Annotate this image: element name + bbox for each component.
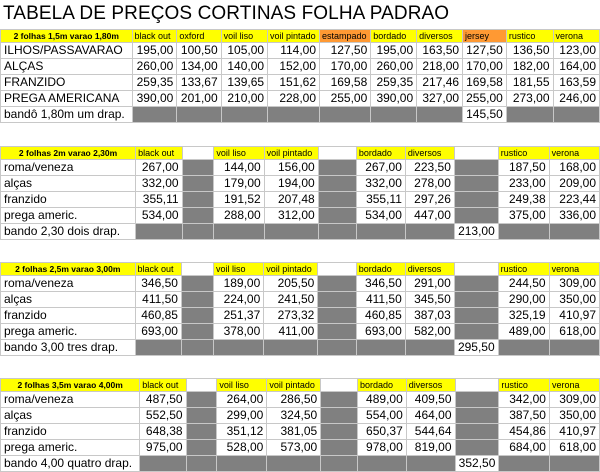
empty-cell[interactable] — [268, 107, 320, 123]
price-cell[interactable]: 152,00 — [268, 59, 320, 75]
bando-label[interactable]: bandô 1,80m um drap. — [1, 107, 133, 123]
row-label[interactable]: roma/veneza — [1, 160, 136, 176]
empty-cell[interactable] — [318, 160, 356, 176]
empty-cell[interactable] — [264, 340, 318, 356]
row-label[interactable]: roma/veneza — [1, 392, 140, 408]
table-row — [1, 424, 600, 440]
price-cell[interactable]: 381,05 — [267, 424, 321, 440]
table-row — [1, 408, 600, 424]
price-cell[interactable]: 345,50 — [405, 292, 454, 308]
empty-cell[interactable] — [455, 392, 499, 408]
row-label[interactable]: franzido — [1, 192, 136, 208]
table-row — [1, 392, 600, 408]
table-row — [1, 43, 600, 59]
column-header[interactable]: estampado — [320, 30, 371, 43]
empty-cell[interactable] — [454, 324, 498, 340]
empty-cell[interactable] — [177, 107, 221, 123]
row-label[interactable]: alças — [1, 176, 136, 192]
price-table — [0, 262, 600, 356]
price-cell[interactable]: 246,00 — [553, 91, 599, 107]
price-cell[interactable]: 693,00 — [356, 324, 405, 340]
column-header[interactable] — [186, 379, 217, 392]
column-header[interactable]: black out — [135, 263, 181, 276]
price-cell[interactable]: 189,00 — [213, 276, 263, 292]
price-cell[interactable]: 410,97 — [549, 424, 599, 440]
price-cell[interactable]: 582,00 — [405, 324, 454, 340]
empty-cell[interactable] — [371, 107, 417, 123]
price-cell[interactable]: 618,00 — [549, 440, 599, 456]
column-header[interactable] — [318, 263, 356, 276]
column-header[interactable]: rustico — [506, 30, 553, 43]
bando-label[interactable]: bando 2,30 dois drap. — [1, 224, 136, 240]
table-row — [1, 440, 600, 456]
empty-cell[interactable] — [318, 192, 356, 208]
column-header[interactable]: bordado — [356, 263, 405, 276]
column-header[interactable]: rustico — [499, 379, 550, 392]
price-cell[interactable]: 528,00 — [217, 440, 267, 456]
price-cell[interactable]: 411,50 — [356, 292, 405, 308]
column-header[interactable]: verona — [549, 263, 599, 276]
column-header[interactable]: diversos — [406, 379, 455, 392]
price-cell[interactable]: 489,00 — [358, 392, 407, 408]
row-label[interactable]: ILHOS/PASSAVARAO — [1, 43, 133, 59]
price-cell[interactable]: 217,46 — [417, 75, 463, 91]
column-header[interactable] — [318, 147, 356, 160]
price-cell[interactable]: 489,00 — [498, 324, 549, 340]
column-header[interactable] — [321, 379, 358, 392]
empty-cell[interactable] — [455, 424, 499, 440]
price-cell[interactable]: 195,00 — [132, 43, 177, 59]
table-header-row — [1, 147, 600, 160]
empty-cell[interactable] — [318, 340, 356, 356]
column-header[interactable]: bordado — [356, 147, 405, 160]
column-header[interactable]: diversos — [405, 263, 454, 276]
price-table — [0, 378, 600, 472]
price-cell[interactable]: 140,00 — [221, 59, 267, 75]
price-cell[interactable]: 410,97 — [549, 308, 599, 324]
column-header[interactable] — [182, 147, 214, 160]
price-cell[interactable]: 164,00 — [553, 59, 599, 75]
empty-cell[interactable] — [454, 208, 498, 224]
empty-cell[interactable] — [553, 107, 599, 123]
price-cell[interactable]: 136,50 — [506, 43, 553, 59]
empty-cell[interactable] — [318, 224, 356, 240]
block-title[interactable]: 2 folhas 2,5m varao 3,00m — [1, 263, 136, 276]
column-header[interactable]: voil liso — [221, 30, 267, 43]
price-cell[interactable]: 387,50 — [499, 408, 550, 424]
price-cell[interactable]: 291,00 — [405, 276, 454, 292]
empty-cell[interactable] — [454, 292, 498, 308]
price-cell[interactable]: 105,00 — [221, 43, 267, 59]
empty-cell[interactable] — [506, 107, 553, 123]
block-title[interactable]: 2 folhas 3,5m varao 4,00m — [1, 379, 140, 392]
row-label[interactable]: franzido — [1, 424, 140, 440]
price-cell[interactable]: 309,00 — [549, 392, 599, 408]
price-cell[interactable]: 309,00 — [549, 276, 599, 292]
price-cell[interactable]: 411,50 — [135, 292, 181, 308]
table-row — [1, 75, 600, 91]
table-header-row — [1, 379, 600, 392]
price-cell[interactable]: 260,00 — [371, 59, 417, 75]
price-cell[interactable]: 411,00 — [264, 324, 318, 340]
price-cell[interactable]: 342,00 — [499, 392, 550, 408]
empty-cell[interactable] — [454, 192, 498, 208]
table-header-row — [1, 30, 600, 43]
empty-cell[interactable] — [318, 308, 356, 324]
empty-cell[interactable] — [405, 340, 454, 356]
column-header[interactable] — [181, 263, 213, 276]
bando-label[interactable]: bando 3,00 tres drap. — [1, 340, 136, 356]
empty-cell[interactable] — [135, 340, 181, 356]
price-cell[interactable]: 251,37 — [213, 308, 263, 324]
empty-cell[interactable] — [356, 340, 405, 356]
price-cell[interactable]: 650,37 — [358, 424, 407, 440]
column-header[interactable]: bordado — [358, 379, 407, 392]
price-cell[interactable]: 259,35 — [132, 75, 177, 91]
empty-cell[interactable] — [182, 224, 214, 240]
empty-cell[interactable] — [454, 308, 498, 324]
empty-cell[interactable] — [264, 224, 318, 240]
price-cell[interactable]: 191,52 — [214, 192, 264, 208]
price-cell[interactable]: 447,00 — [405, 208, 454, 224]
price-cell[interactable]: 218,00 — [417, 59, 463, 75]
price-cell[interactable]: 127,50 — [320, 43, 371, 59]
price-cell[interactable]: 273,32 — [264, 308, 318, 324]
table-row — [1, 308, 600, 324]
price-cell[interactable]: 618,00 — [549, 324, 599, 340]
price-cell[interactable]: 544,64 — [406, 424, 455, 440]
price-cell[interactable]: 170,00 — [320, 59, 371, 75]
bando-price-cell[interactable]: 352,50 — [455, 456, 499, 472]
bando-price-cell[interactable]: 213,00 — [454, 224, 498, 240]
price-cell[interactable]: 267,00 — [136, 160, 182, 176]
price-cell[interactable]: 205,50 — [264, 276, 318, 292]
table-row — [1, 160, 600, 176]
empty-cell[interactable] — [182, 192, 214, 208]
price-cell[interactable]: 264,00 — [217, 392, 267, 408]
price-cell[interactable]: 249,38 — [498, 192, 549, 208]
column-header[interactable]: verona — [549, 147, 599, 160]
column-header[interactable]: verona — [549, 379, 599, 392]
column-header[interactable]: voil liso — [213, 263, 263, 276]
empty-cell[interactable] — [213, 340, 263, 356]
price-cell[interactable]: 464,00 — [406, 408, 455, 424]
table-row — [1, 208, 600, 224]
price-cell[interactable]: 267,00 — [356, 160, 405, 176]
price-cell[interactable]: 151,62 — [268, 75, 320, 91]
price-cell[interactable]: 194,00 — [264, 176, 318, 192]
column-header[interactable]: rustico — [498, 147, 549, 160]
price-cell[interactable]: 133,67 — [177, 75, 221, 91]
price-cell[interactable]: 819,00 — [406, 440, 455, 456]
column-header[interactable] — [455, 379, 499, 392]
price-cell[interactable]: 182,00 — [506, 59, 553, 75]
price-cell[interactable]: 454,86 — [499, 424, 550, 440]
row-label[interactable]: franzido — [1, 308, 136, 324]
price-cell[interactable]: 324,50 — [267, 408, 321, 424]
price-cell[interactable]: 169,58 — [320, 75, 371, 91]
empty-cell[interactable] — [181, 292, 213, 308]
price-cell[interactable]: 255,00 — [463, 91, 507, 107]
empty-cell[interactable] — [356, 224, 405, 240]
price-cell[interactable]: 187,50 — [498, 160, 549, 176]
empty-cell[interactable] — [214, 224, 264, 240]
price-cell[interactable]: 163,59 — [553, 75, 599, 91]
column-header[interactable]: voil pintado — [268, 30, 320, 43]
price-table — [0, 29, 600, 123]
price-cell[interactable]: 460,85 — [135, 308, 181, 324]
column-header[interactable]: rustico — [498, 263, 549, 276]
bando-row — [1, 340, 600, 356]
empty-cell[interactable] — [321, 408, 358, 424]
price-cell[interactable]: 355,11 — [356, 192, 405, 208]
empty-cell[interactable] — [321, 440, 358, 456]
table-row — [1, 91, 600, 107]
price-cell[interactable]: 460,85 — [356, 308, 405, 324]
price-cell[interactable]: 375,00 — [498, 208, 549, 224]
column-header[interactable]: oxford — [177, 30, 221, 43]
empty-cell[interactable] — [454, 176, 498, 192]
empty-cell[interactable] — [186, 392, 217, 408]
price-cell[interactable]: 534,00 — [356, 208, 405, 224]
row-label[interactable]: alças — [1, 292, 136, 308]
empty-cell[interactable] — [181, 276, 213, 292]
column-header[interactable]: diversos — [417, 30, 463, 43]
column-header[interactable]: black out — [136, 147, 182, 160]
price-cell[interactable]: 273,00 — [506, 91, 553, 107]
price-cell[interactable]: 209,00 — [549, 176, 599, 192]
block-title[interactable]: 2 folhas 2m varao 2,30m — [1, 147, 136, 160]
price-cell[interactable]: 100,50 — [177, 43, 221, 59]
row-label[interactable]: PREGA AMERICANA — [1, 91, 133, 107]
price-cell[interactable]: 259,35 — [371, 75, 417, 91]
price-cell[interactable]: 201,00 — [177, 91, 221, 107]
table-row — [1, 59, 600, 75]
price-cell[interactable]: 223,50 — [405, 160, 454, 176]
empty-cell[interactable] — [186, 440, 217, 456]
price-cell[interactable]: 139,65 — [221, 75, 267, 91]
price-cell[interactable]: 255,00 — [320, 91, 371, 107]
row-label[interactable]: alças — [1, 408, 140, 424]
page-title: TABELA DE PREÇOS CORTINAS FOLHA PADRAO — [3, 3, 450, 24]
price-cell[interactable]: 278,00 — [405, 176, 454, 192]
price-cell[interactable]: 327,00 — [417, 91, 463, 107]
empty-cell[interactable] — [455, 408, 499, 424]
price-cell[interactable]: 332,00 — [136, 176, 182, 192]
empty-cell[interactable] — [318, 292, 356, 308]
price-cell[interactable]: 350,00 — [549, 292, 599, 308]
price-cell[interactable]: 693,00 — [135, 324, 181, 340]
price-cell[interactable]: 346,50 — [135, 276, 181, 292]
price-cell[interactable]: 975,00 — [140, 440, 186, 456]
price-cell[interactable]: 378,00 — [213, 324, 263, 340]
price-cell[interactable]: 163,50 — [417, 43, 463, 59]
price-cell[interactable]: 346,50 — [356, 276, 405, 292]
price-cell[interactable]: 123,00 — [553, 43, 599, 59]
price-cell[interactable]: 223,44 — [549, 192, 599, 208]
bando-row — [1, 107, 600, 123]
price-cell[interactable]: 169,58 — [463, 75, 507, 91]
price-table — [0, 146, 600, 240]
table-row — [1, 276, 600, 292]
price-cell[interactable]: 156,00 — [264, 160, 318, 176]
price-cell[interactable]: 351,12 — [217, 424, 267, 440]
price-cell[interactable]: 288,00 — [214, 208, 264, 224]
bando-price-cell[interactable]: 295,50 — [454, 340, 498, 356]
price-cell[interactable]: 290,00 — [498, 292, 549, 308]
price-cell[interactable]: 684,00 — [499, 440, 550, 456]
column-header[interactable]: bordado — [371, 30, 417, 43]
bando-row — [1, 224, 600, 240]
column-header[interactable] — [454, 147, 498, 160]
empty-cell[interactable] — [318, 208, 356, 224]
table-row — [1, 292, 600, 308]
empty-cell[interactable] — [498, 224, 549, 240]
price-cell[interactable]: 168,00 — [549, 160, 599, 176]
column-header[interactable]: voil liso — [217, 379, 267, 392]
price-cell[interactable]: 244,50 — [498, 276, 549, 292]
empty-cell[interactable] — [182, 208, 214, 224]
empty-cell[interactable] — [186, 424, 217, 440]
empty-cell[interactable] — [318, 276, 356, 292]
empty-cell[interactable] — [182, 160, 214, 176]
price-cell[interactable]: 297,26 — [405, 192, 454, 208]
table-header-row — [1, 263, 600, 276]
price-cell[interactable]: 332,00 — [356, 176, 405, 192]
price-cell[interactable]: 978,00 — [358, 440, 407, 456]
table-row — [1, 176, 600, 192]
price-cell[interactable]: 134,00 — [177, 59, 221, 75]
price-cell[interactable]: 409,50 — [406, 392, 455, 408]
column-header[interactable]: voil liso — [214, 147, 264, 160]
price-cell[interactable]: 170,00 — [463, 59, 507, 75]
price-cell[interactable]: 355,11 — [136, 192, 182, 208]
price-cell[interactable]: 312,00 — [264, 208, 318, 224]
row-label[interactable]: roma/veneza — [1, 276, 136, 292]
bando-price-cell[interactable]: 145,50 — [463, 107, 507, 123]
empty-cell[interactable] — [181, 324, 213, 340]
empty-cell[interactable] — [498, 340, 549, 356]
empty-cell[interactable] — [136, 224, 182, 240]
row-label[interactable]: prega americ. — [1, 324, 136, 340]
price-cell[interactable]: 336,00 — [549, 208, 599, 224]
price-cell[interactable]: 195,00 — [371, 43, 417, 59]
price-cell[interactable]: 224,00 — [213, 292, 263, 308]
empty-cell[interactable] — [454, 160, 498, 176]
table-row — [1, 192, 600, 208]
price-cell[interactable]: 648,38 — [140, 424, 186, 440]
empty-cell[interactable] — [181, 340, 213, 356]
column-header[interactable]: diversos — [405, 147, 454, 160]
column-header[interactable]: voil pintado — [264, 263, 318, 276]
empty-cell[interactable] — [221, 107, 267, 123]
price-cell[interactable]: 299,00 — [217, 408, 267, 424]
column-header[interactable]: jersey — [463, 30, 507, 43]
empty-cell[interactable] — [181, 308, 213, 324]
price-cell[interactable]: 207,48 — [264, 192, 318, 208]
price-cell[interactable]: 144,00 — [214, 160, 264, 176]
price-cell[interactable]: 387,03 — [405, 308, 454, 324]
price-cell[interactable]: 350,00 — [549, 408, 599, 424]
price-cell[interactable]: 534,00 — [136, 208, 182, 224]
empty-cell[interactable] — [549, 224, 599, 240]
price-cell[interactable]: 573,00 — [267, 440, 321, 456]
price-cell[interactable]: 552,50 — [140, 408, 186, 424]
price-cell[interactable]: 390,00 — [371, 91, 417, 107]
empty-cell[interactable] — [132, 107, 177, 123]
empty-cell[interactable] — [455, 440, 499, 456]
empty-cell[interactable] — [405, 224, 454, 240]
empty-cell[interactable] — [186, 408, 217, 424]
row-label[interactable]: FRANZIDO — [1, 75, 133, 91]
price-cell[interactable]: 181,55 — [506, 75, 553, 91]
column-header[interactable]: verona — [553, 30, 599, 43]
block-title[interactable]: 2 folhas 1,5m varao 1,80m — [1, 30, 133, 43]
price-cell[interactable]: 127,50 — [463, 43, 507, 59]
empty-cell[interactable] — [320, 107, 371, 123]
price-cell[interactable]: 325,19 — [498, 308, 549, 324]
bando-label[interactable]: bando 4,00 quatro drap. — [1, 456, 140, 472]
price-cell[interactable]: 554,00 — [358, 408, 407, 424]
price-cell[interactable]: 260,00 — [132, 59, 177, 75]
price-cell[interactable]: 286,50 — [267, 392, 321, 408]
empty-cell[interactable] — [182, 176, 214, 192]
price-cell[interactable]: 487,50 — [140, 392, 186, 408]
price-cell[interactable]: 210,00 — [221, 91, 267, 107]
table-row — [1, 324, 600, 340]
price-cell[interactable]: 179,00 — [214, 176, 264, 192]
empty-cell[interactable] — [454, 276, 498, 292]
empty-cell[interactable] — [318, 324, 356, 340]
price-cell[interactable]: 228,00 — [268, 91, 320, 107]
row-label[interactable]: ALÇAS — [1, 59, 133, 75]
empty-cell[interactable] — [549, 340, 599, 356]
column-header[interactable]: voil pintado — [267, 379, 321, 392]
empty-cell[interactable] — [321, 424, 358, 440]
price-cell[interactable]: 390,00 — [132, 91, 177, 107]
price-cell[interactable]: 241,50 — [264, 292, 318, 308]
row-label[interactable]: prega americ. — [1, 440, 140, 456]
column-header[interactable]: black out — [140, 379, 186, 392]
row-label[interactable]: prega americ. — [1, 208, 136, 224]
empty-cell[interactable] — [417, 107, 463, 123]
column-header[interactable]: voil pintado — [264, 147, 318, 160]
price-cell[interactable]: 114,00 — [268, 43, 320, 59]
column-header[interactable] — [454, 263, 498, 276]
empty-cell[interactable] — [318, 176, 356, 192]
empty-cell[interactable] — [321, 392, 358, 408]
price-cell[interactable]: 233,00 — [498, 176, 549, 192]
column-header[interactable]: black out — [132, 30, 177, 43]
